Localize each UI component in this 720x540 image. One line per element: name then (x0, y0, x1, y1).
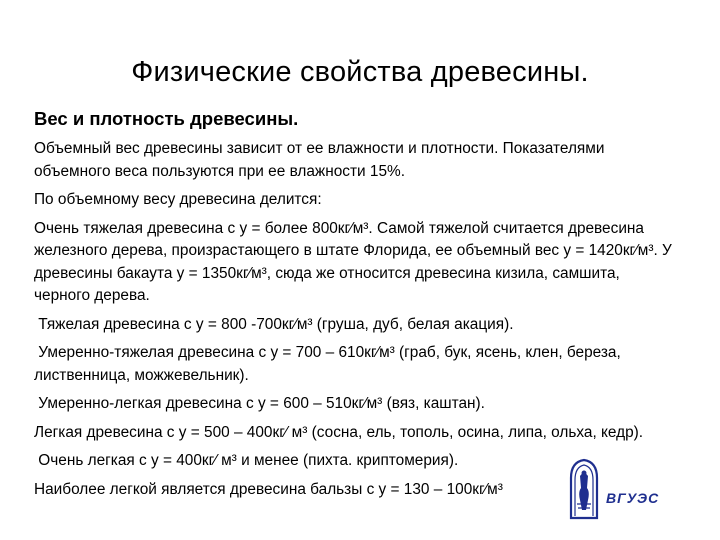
paragraph-intro: Объемный вес древесины зависит от ее влажности и плотности. Показателями объемного веса пользуются при ее влажности 15%. (34, 140, 609, 180)
paragraph-moderately-heavy: Умеренно-тяжелая древесина с у = 700 – 610кг⁄м³ (граб, бук, ясень, клен, береза, лиственница, можжевельник). (34, 344, 626, 384)
paragraph-very-heavy: Очень тяжелая древесина с у = более 800кг⁄м³. Самой тяжелой считается древесина железного дерева, произрастающего в штате Флорида, ее объемный вес у = 1420кг⁄м³. У древесины бакаута у = 1350кг⁄м³, сюда же относится древесина кизила, самшита, черного дерева. (34, 219, 677, 304)
paragraph-lightest: Наиболее легкой является древесина бальзы с у = 130 – 100кг⁄м³ (34, 480, 503, 498)
paragraph-very-light: Очень легкая с у = 400кг⁄ м³ и менее (пихта. криптомерия). (34, 452, 459, 469)
paragraph-light: Легкая древесина с у = 500 – 400кг⁄ м³ (сосна, ель, тополь, осина, липа, ольха, кедр). (34, 423, 644, 441)
logo-text: ВГУЭС (606, 490, 660, 506)
paragraph-moderately-light: Умеренно-легкая древесина с у = 600 – 510кг⁄м³ (вяз, каштан). (34, 395, 485, 412)
university-logo (566, 458, 676, 522)
section-heading: Вес и плотность древесины. (34, 108, 299, 129)
slide-body (34, 106, 677, 507)
university-emblem-icon (566, 458, 602, 520)
paragraph-heavy: Тяжелая древесина с у = 800 -700кг⁄м³ (груша, дуб, белая акация). (34, 315, 514, 333)
slide-title: Физические свойства древесины. (131, 56, 589, 88)
paragraph-classification: По объемному весу древесина делится: (34, 191, 322, 208)
